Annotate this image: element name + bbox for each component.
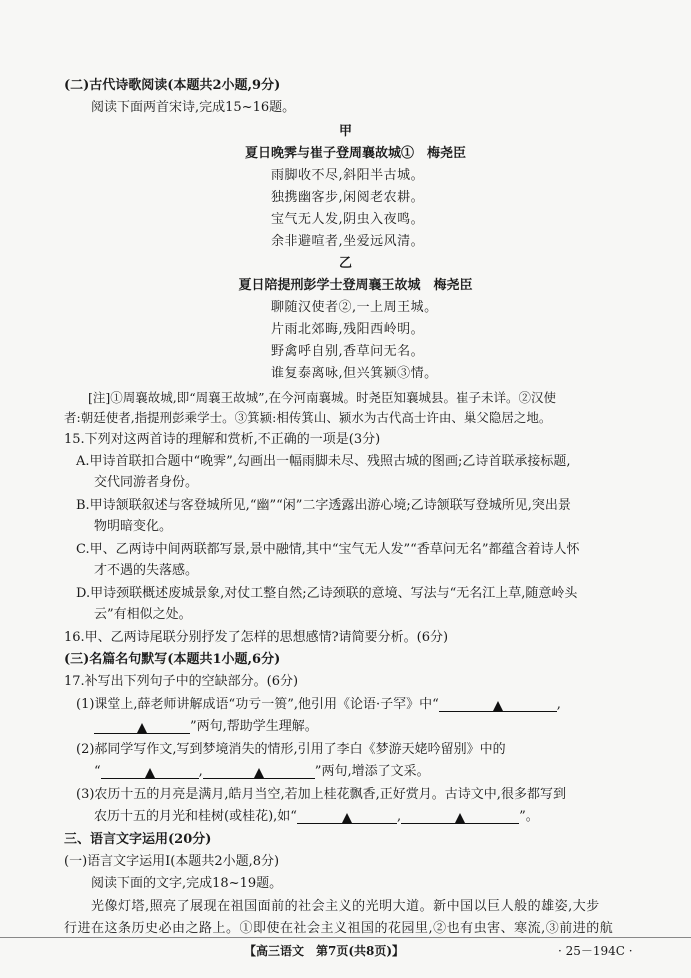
poem-b-title: 夏日陪提刑彭学士登周襄王故城 梅尧臣 bbox=[238, 278, 473, 293]
blank-marker-icon bbox=[342, 813, 352, 823]
question-17-1-text: (1)课堂上,薛老师讲解成语“功亏一篑”,他引用《论语·子罕》中“ bbox=[76, 697, 439, 712]
section-heading-recitation: (三)名篇名句默写(本题共1小题,6分) bbox=[64, 652, 281, 667]
option-d: D.甲诗颈联概述废城景象,对仗工整自然;乙诗颈联的意境、写法与“无名江上草,随意岭头 bbox=[76, 586, 578, 601]
answer-blank bbox=[439, 697, 557, 712]
answer-blank bbox=[94, 719, 190, 734]
blank-marker-icon bbox=[145, 768, 155, 778]
footer-rule bbox=[0, 937, 691, 938]
option-b-cont: 物明暗变化。 bbox=[94, 519, 173, 534]
instruction-text: 阅读下面的文字,完成18~19题。 bbox=[91, 876, 283, 891]
poem-b-line: 片雨北郊晦,残阳西岭明。 bbox=[271, 322, 425, 337]
section-heading-poetry: (二)古代诗歌阅读(本题共2小题,9分) bbox=[64, 78, 281, 93]
answer-blank bbox=[101, 764, 199, 779]
poem-a-label: 甲 bbox=[338, 124, 352, 139]
option-a-cont: 交代同游者身份。 bbox=[94, 475, 199, 490]
blank-marker-icon bbox=[493, 701, 503, 711]
answer-blank bbox=[297, 809, 397, 824]
answer-blank bbox=[203, 764, 315, 779]
question-17-3-cont-text: 农历十五的月光和桂树(或桂花),如“ bbox=[94, 809, 297, 824]
poem-a-title: 夏日晚霁与崔子登周襄故城① 梅尧臣 bbox=[244, 146, 466, 161]
poem-b-label: 乙 bbox=[338, 256, 352, 271]
footer-title: 【高三语文 第7页(共8页)】 bbox=[244, 944, 405, 958]
passage-line: 光像灯塔,照亮了展现在祖国面前的社会主义的光明大道。新中国以巨人般的雄姿,大步 bbox=[91, 899, 600, 914]
question-17-1: (1)课堂上,薛老师讲解成语“功亏一篑”,他引用《论语·子罕》中“ , bbox=[76, 697, 561, 712]
question-17-1-cont-text: ”两句,帮助学生理解。 bbox=[190, 719, 318, 734]
instruction-text: 阅读下面两首宋诗,完成15~16题。 bbox=[91, 100, 296, 115]
poem-a-line: 独携幽客步,闲阅老农耕。 bbox=[271, 190, 425, 205]
question-16: 16.甲、乙两诗尾联分别抒发了怎样的思想感情?请简要分析。(6分) bbox=[64, 630, 449, 645]
poem-b-line: 野禽呼自别,香草问无名。 bbox=[271, 344, 425, 359]
question-17-2-cont: “ , ”两句,增添了文采。 bbox=[94, 764, 430, 779]
question-17-2-cont-text: ”两句,增添了文采。 bbox=[314, 764, 430, 779]
option-c-cont: 才不遇的失落感。 bbox=[94, 563, 199, 578]
section-heading-language: 三、语言文字运用(20分) bbox=[64, 832, 212, 847]
poem-a-line: 宝气无人发,阴虫入夜鸣。 bbox=[271, 212, 425, 227]
blank-marker-icon bbox=[455, 813, 465, 823]
question-17-3: (3)农历十五的月亮是满月,皓月当空,若加上桂花飘香,正好赏月。古诗文中,很多都写到 bbox=[76, 787, 566, 802]
option-c: C.甲、乙两诗中间两联都写景,景中融情,其中“宝气无人发”“香草问无名”都蕴含着诗人怀 bbox=[76, 542, 580, 557]
question-17-1-cont bbox=[94, 717, 318, 736]
answer-blank bbox=[401, 809, 519, 824]
option-a: A.甲诗首联扣合题中“晚霁”,勾画出一幅雨脚未尽、残照古城的图画;乙诗首联承接标题, bbox=[76, 454, 571, 469]
subsection-heading: (一)语言文字运用Ⅰ(本题共2小题,8分) bbox=[64, 854, 280, 869]
option-b: B.甲诗颔联叙述与客登城所见,“幽”“闲”二字透露出游心境;乙诗颔联写登城所见,突出景 bbox=[76, 498, 571, 513]
question-17-3-cont: 农历十五的月光和桂树(或桂花),如“ , ”。 bbox=[94, 809, 539, 824]
poem-b-line: 谁复泰离咏,但兴箕颍③情。 bbox=[271, 366, 438, 381]
annotation-note: [注]①周襄故城,即“周襄王故城”,在今河南襄城。时尧臣知襄城县。崔子未详。②汉使 bbox=[88, 390, 556, 405]
question-17: 17.补写出下列句子中的空缺部分。(6分) bbox=[64, 674, 299, 689]
footer-code: · 25－194C · bbox=[558, 944, 633, 958]
poem-a-line: 雨脚收不尽,斜阳半古城。 bbox=[271, 168, 425, 183]
passage-line: 行进在这条历史必由之路上。①即使在社会主义祖国的花园里,②也有虫害、寒流,③前进的航 bbox=[64, 921, 614, 936]
poem-b-line: 聊随汉使者②,一上周王城。 bbox=[271, 300, 438, 315]
poem-a-line: 余非避喧者,坐爱远风清。 bbox=[271, 234, 425, 249]
question-17-2: (2)郝同学写作文,写到梦境消失的情形,引用了李白《梦游天姥吟留别》中的 bbox=[76, 742, 506, 757]
blank-marker-icon bbox=[137, 723, 147, 733]
question-15: 15.下列对这两首诗的理解和赏析,不正确的一项是(3分) bbox=[64, 432, 381, 447]
annotation-note: 者:朝廷使者,指提刑彭乘学士。③箕颍:相传箕山、颍水为古代高士许由、巢父隐居之地。 bbox=[64, 410, 552, 425]
option-d-cont: 云”有相似之处。 bbox=[94, 607, 192, 622]
blank-marker-icon bbox=[254, 768, 264, 778]
